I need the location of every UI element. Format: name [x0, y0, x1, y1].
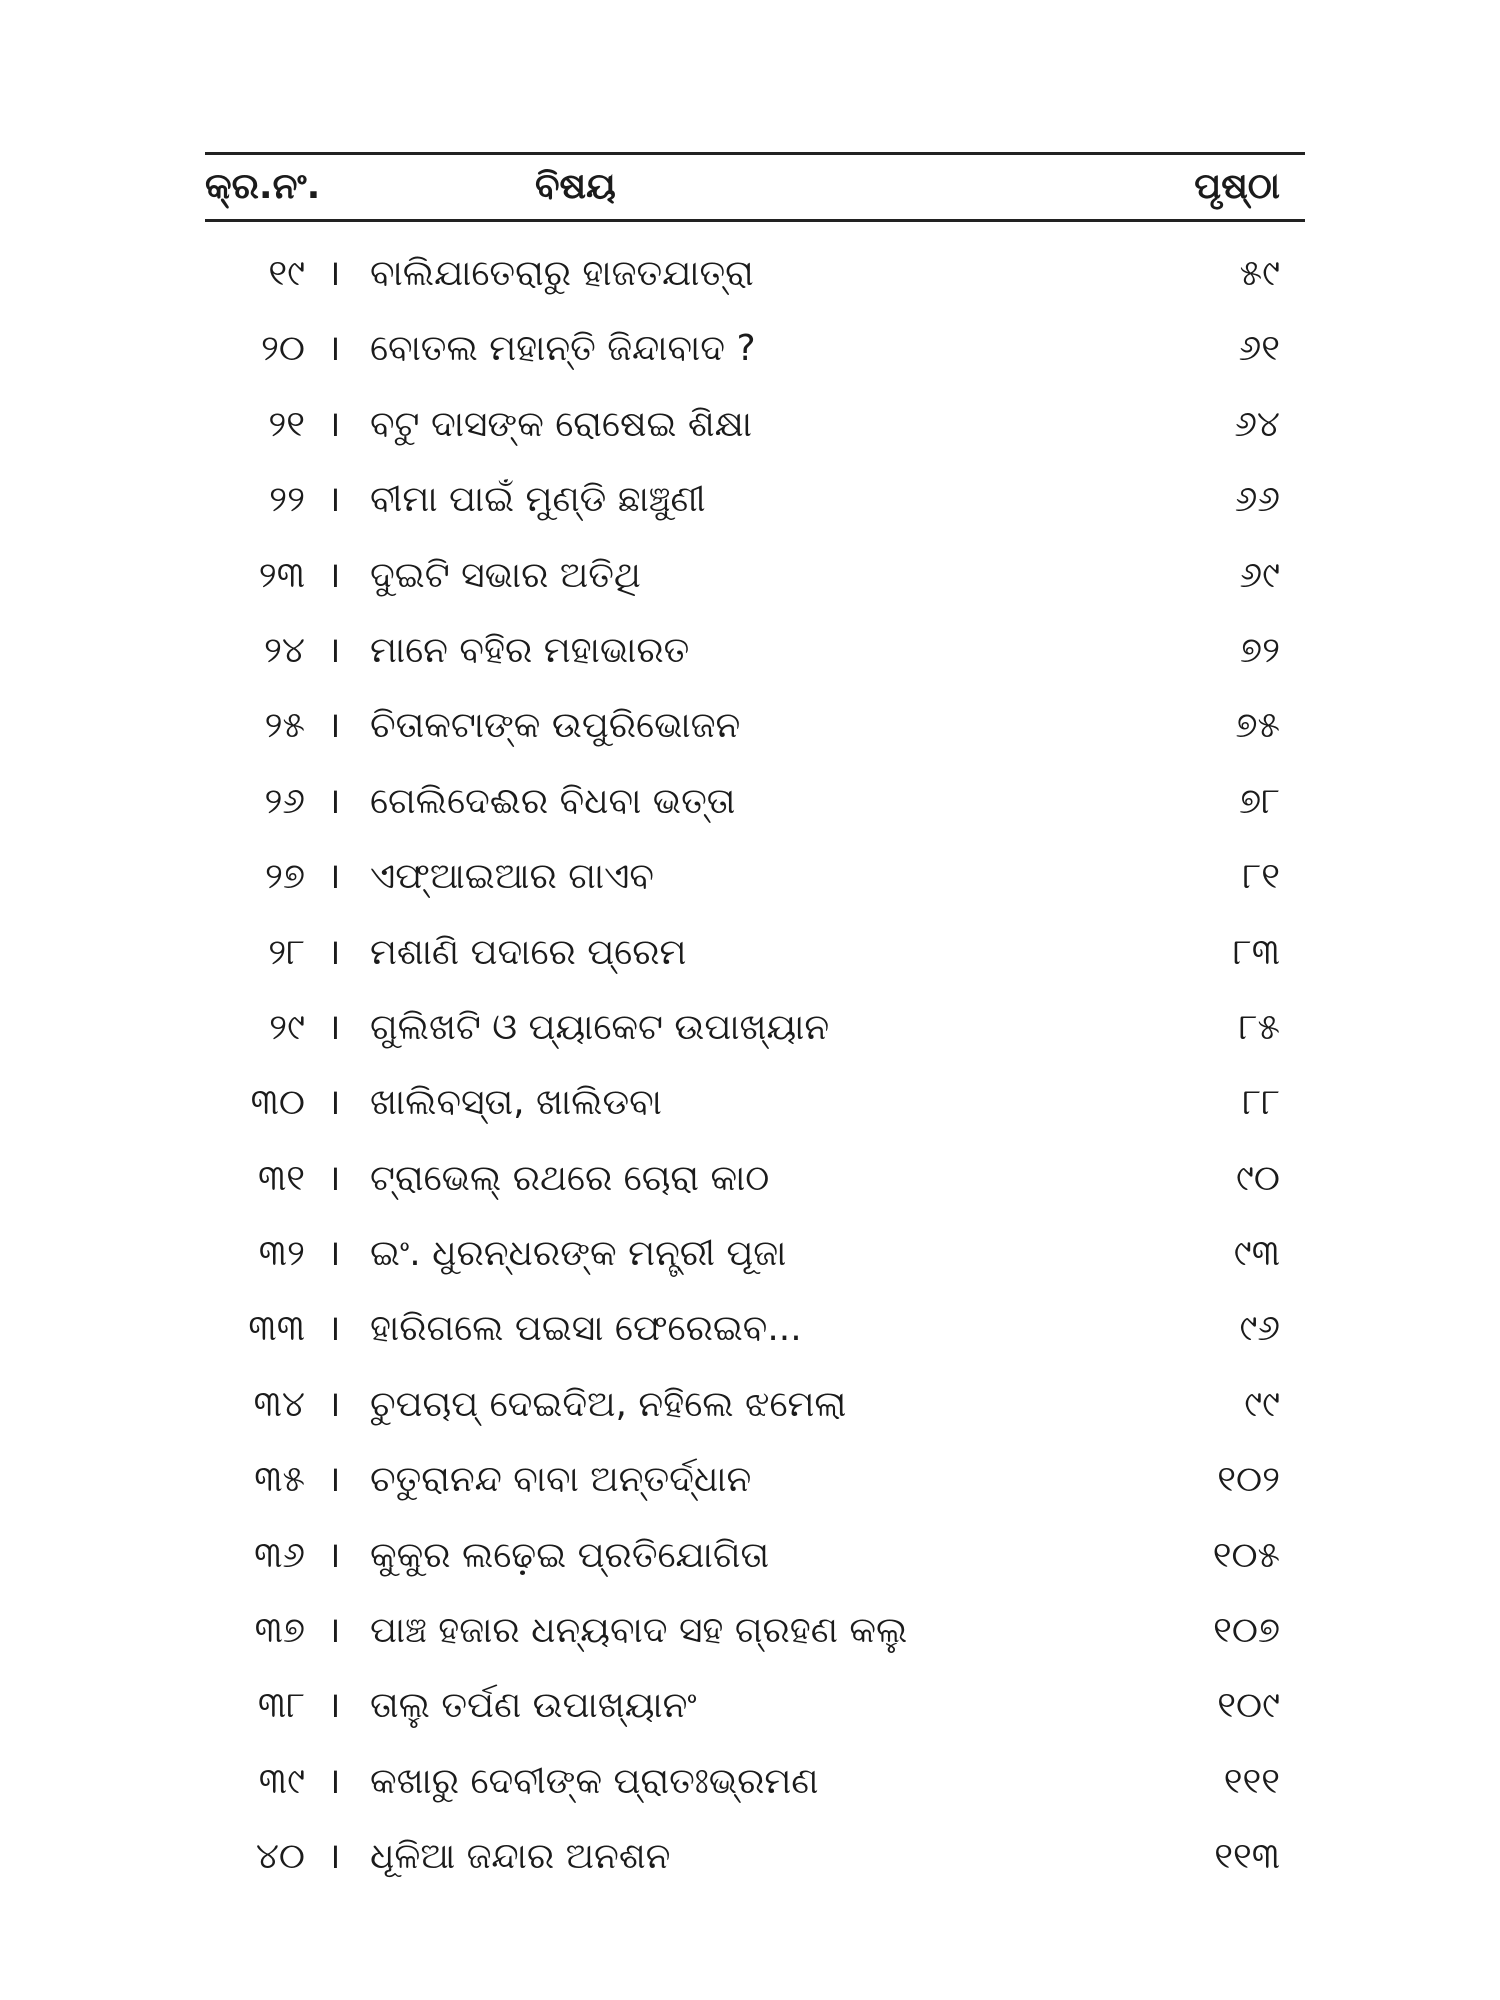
row-page-number: ୮୫	[1238, 1006, 1280, 1048]
row-page-number: ୯୬	[1239, 1308, 1280, 1350]
row-title: ମଶାଣି ପଦାରେ ପ୍ରେମ	[370, 931, 687, 973]
row-page-number: ୭୮	[1239, 780, 1280, 822]
row-separator: ।	[327, 1233, 341, 1275]
row-title: ଚତୁରାନନ୍ଦ ବାବା ଅନ୍ତର୍ଦ୍ଧାନ	[370, 1459, 752, 1501]
row-page-number: ୮୧	[1242, 856, 1280, 898]
row-title: ଗେଲିଦେଈର ବିଧବା ଭତ୍ତା	[370, 780, 736, 822]
row-separator: ।	[327, 705, 341, 747]
toc-row	[205, 766, 1305, 841]
row-serial-number: ୪୦	[255, 1836, 305, 1878]
toc-row	[205, 992, 1305, 1067]
row-serial-number: ୨୩	[258, 554, 305, 596]
row-page-number: ୮୮	[1242, 1082, 1280, 1124]
row-title: ହାରିଗଲେ ପଇସା ଫେରେଇବ...	[370, 1308, 802, 1350]
toc-row	[205, 1444, 1305, 1519]
toc-row	[205, 464, 1305, 539]
row-title: ଦୁଇଟି ସଭାର ଅତିଥି	[370, 554, 641, 596]
row-title: ତାଲୁ ତର୍ପଣ ଉପାଖ୍ୟାନଂ	[370, 1685, 697, 1727]
row-separator: ।	[327, 1760, 341, 1802]
row-serial-number: ୨୪	[263, 629, 305, 671]
row-page-number: ୭୨	[1240, 629, 1280, 671]
row-page-number: ୧୦୭	[1213, 1610, 1280, 1652]
row-separator: ।	[327, 1082, 341, 1124]
row-page-number: ୯୯	[1244, 1383, 1280, 1425]
row-serial-number: ୩୩	[248, 1308, 305, 1350]
row-title: ବୋତଲ ମହାନ୍ତି ଜିନ୍ଦାବାଦ ?	[370, 328, 756, 370]
row-page-number: ୯୩	[1233, 1233, 1280, 1275]
row-serial-number: ୩୫	[254, 1459, 305, 1501]
row-serial-number: ୩୦	[250, 1082, 305, 1124]
row-separator: ।	[327, 1836, 341, 1878]
row-title: ଖାଲିବସ୍ତା, ଖାଲିଡବା	[370, 1082, 662, 1124]
row-title: ବାଲିଯାତେରାରୁ ହାଜତଯାତ୍ରା	[370, 253, 754, 294]
row-serial-number: ୨୫	[264, 705, 305, 747]
toc-row	[205, 917, 1305, 992]
row-page-number: ୫୯	[1239, 253, 1280, 294]
row-title: ମାନେ ବହିର ମହାଭାରତ	[370, 629, 690, 671]
row-separator: ।	[327, 403, 341, 445]
row-page-number: ୧୦୨	[1217, 1459, 1280, 1501]
row-serial-number: ୩୬	[254, 1534, 305, 1576]
toc-row	[205, 540, 1305, 615]
toc-row	[205, 1369, 1305, 1444]
row-separator: ।	[327, 1157, 341, 1199]
row-serial-number: ୨୭	[265, 856, 305, 898]
row-serial-number: ୨୯	[269, 1006, 305, 1048]
row-page-number: ୬୬	[1234, 479, 1280, 521]
header-page: ପୃଷ୍ଠା	[1194, 166, 1280, 207]
header-topic: ବିଷୟ	[535, 166, 616, 207]
row-serial-number: ୧୯	[268, 253, 305, 294]
toc-rows	[205, 222, 1305, 1897]
row-separator: ।	[327, 1610, 341, 1652]
toc-row	[205, 1293, 1305, 1368]
row-title: ଧୂଳିଆ ଜନ୍ଦାର ଅନଶନ	[370, 1836, 671, 1878]
row-serial-number: ୩୨	[258, 1233, 305, 1275]
row-title: ଟ୍ରାଭେଲ୍ ରଥରେ ଚୋରା କାଠ	[370, 1157, 770, 1199]
row-serial-number: ୩୭	[254, 1610, 305, 1652]
toc-row	[205, 313, 1305, 388]
row-separator: ।	[327, 1006, 341, 1048]
row-separator: ।	[327, 328, 341, 370]
row-serial-number: ୨୧	[268, 403, 305, 445]
row-title: ଚୁପଚାପ୍ ଦେଇଦିଅ, ନହିଲେ ଝମେଲା	[370, 1383, 847, 1425]
toc-row	[205, 841, 1305, 916]
table-of-contents	[205, 152, 1305, 1897]
row-page-number: ୯୦	[1236, 1157, 1280, 1199]
row-page-number: ୭୫	[1235, 705, 1280, 747]
row-serial-number: ୨୦	[261, 328, 305, 370]
toc-row	[205, 389, 1305, 464]
row-title: କଖାରୁ ଦେବୀଙ୍କ ପ୍ରାତଃଭ୍ରମଣ	[370, 1760, 819, 1802]
row-title: ଗୁଲିଖଟି ଓ ପ୍ୟାକେଟ ଉପାଖ୍ୟାନ	[370, 1006, 830, 1048]
row-page-number: ୬୧	[1238, 328, 1280, 370]
row-separator: ।	[327, 780, 341, 822]
row-separator: ।	[327, 1534, 341, 1576]
row-serial-number: ୩୯	[258, 1760, 305, 1802]
row-serial-number: ୩୪	[253, 1383, 305, 1425]
row-title: ଇଂ. ଧୁରନ୍ଧରଙ୍କ ମନ୍ତ୍ରୀ ପୂଜା	[370, 1233, 787, 1275]
toc-row	[205, 1218, 1305, 1293]
row-title: ପାଞ୍ଚ ହଜାର ଧନ୍ୟବାଦ ସହ ଗ୍ରହଣ କଲୁ	[370, 1610, 908, 1652]
row-separator: ।	[327, 479, 341, 521]
toc-row	[205, 615, 1305, 690]
row-separator: ।	[327, 1459, 341, 1501]
row-separator: ।	[327, 554, 341, 596]
toc-row	[205, 1746, 1305, 1821]
header-serial-number: କ୍ର.ନଂ.	[205, 166, 321, 207]
row-separator: ।	[327, 931, 341, 973]
row-page-number: ୧୦୫	[1212, 1534, 1280, 1576]
row-serial-number: ୩୧	[257, 1157, 305, 1199]
row-separator: ।	[327, 1685, 341, 1727]
row-page-number: ୬୪	[1234, 403, 1280, 445]
toc-header	[205, 155, 1305, 222]
row-title: ବଟୁ ଦାସଙ୍କ ରୋଷେଇ ଶିକ୍ଷା	[370, 403, 752, 445]
row-separator: ।	[327, 856, 341, 898]
row-title: ଏଫ୍‌ଆଇଆର ଗାଏବ	[370, 856, 654, 898]
toc-row	[205, 690, 1305, 765]
toc-row	[205, 1067, 1305, 1142]
row-separator: ।	[327, 629, 341, 671]
row-serial-number: ୨୨	[269, 479, 305, 521]
row-page-number: ୬୯	[1239, 554, 1280, 596]
row-separator: ।	[327, 1308, 341, 1350]
toc-row	[205, 1595, 1305, 1670]
row-title: ଚିତାକଟାଙ୍କ ଉପୁରିଭୋଜନ	[370, 705, 741, 747]
row-separator: ।	[327, 253, 341, 294]
row-separator: ।	[327, 1383, 341, 1425]
toc-row	[205, 1821, 1305, 1896]
toc-row	[205, 238, 1305, 313]
row-serial-number: ୨୮	[268, 931, 305, 973]
row-serial-number: ୨୬	[264, 780, 305, 822]
row-serial-number: ୩୮	[257, 1685, 305, 1727]
row-page-number: ୧୦୯	[1217, 1685, 1280, 1727]
row-page-number: ୧୧୩	[1214, 1836, 1280, 1878]
row-page-number: ୮୩	[1232, 931, 1280, 973]
row-title: କୁକୁର ଲଢ଼େଇ ପ୍ରତିଯୋଗିତା	[370, 1534, 770, 1576]
row-title: ବୀମା ପାଇଁ ମୁଣ୍ଡି ଛାଞ୍ଚୁଣୀ	[370, 479, 706, 521]
toc-row	[205, 1520, 1305, 1595]
toc-row	[205, 1143, 1305, 1218]
row-page-number: ୧୧୧	[1223, 1760, 1280, 1802]
toc-row	[205, 1670, 1305, 1745]
